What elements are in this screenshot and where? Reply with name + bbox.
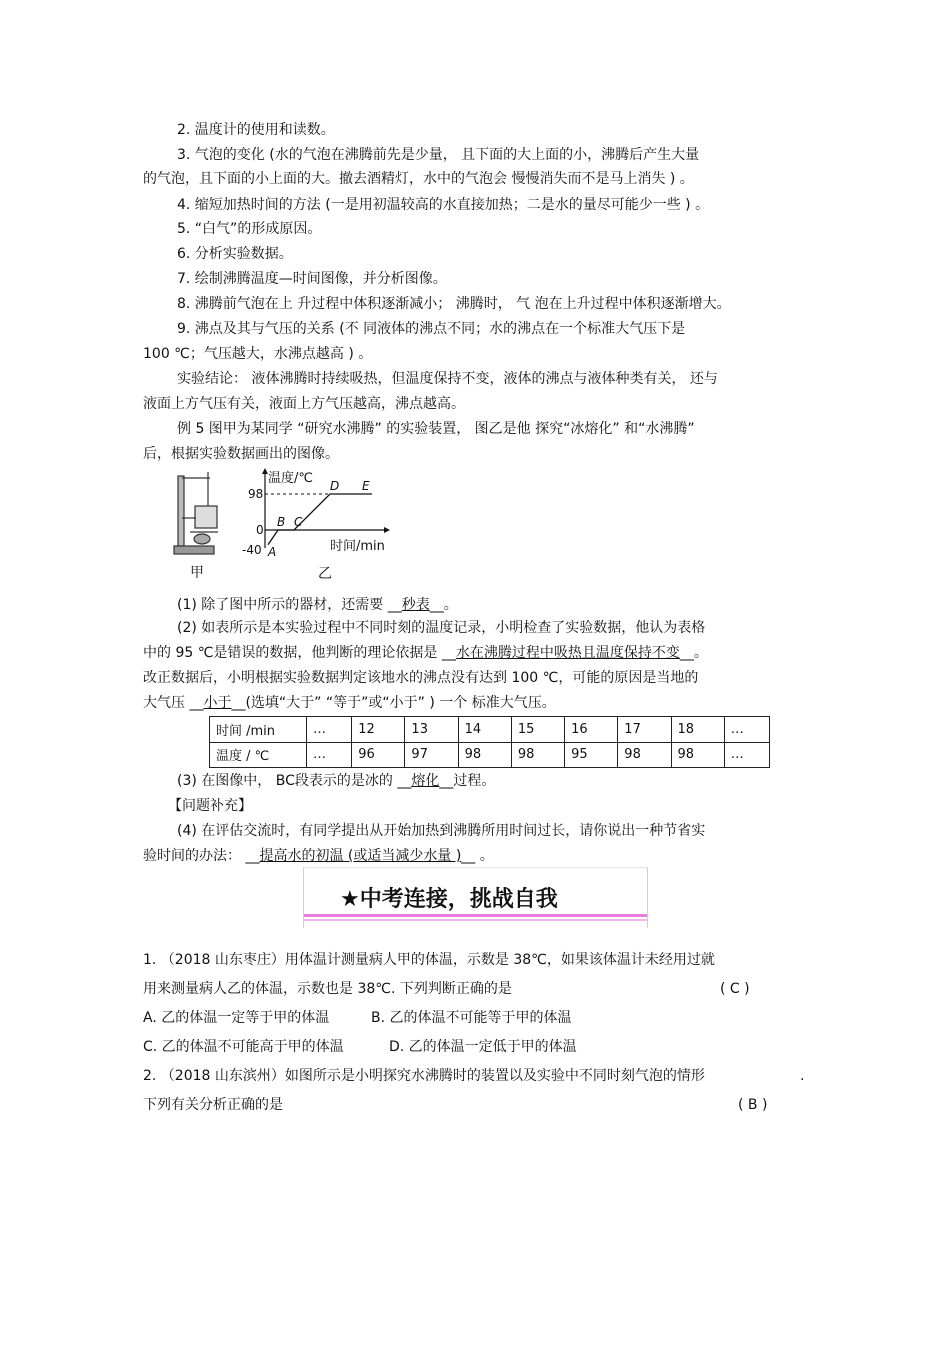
table-cell: 17	[618, 717, 671, 743]
table-cell: 12	[352, 717, 405, 743]
q1-answer: 秒表	[401, 597, 430, 613]
table-header-temperature: 温度 / ℃	[210, 742, 307, 768]
q1-prefix: (1) 除了图中所示的器材，还需要 __	[177, 597, 402, 613]
point-3-line2: 的气泡，且下面的小上面的大。撤去酒精灯，水中的气泡会 慢慢消失而不是马上消失 ) 。	[143, 171, 694, 187]
q4-suffix: __ 。	[461, 848, 494, 864]
exam-1-option-a: A. 乙的体温一定等于甲的体温	[143, 1010, 330, 1026]
q2-suffix: __。	[679, 645, 708, 661]
point-label-C: C	[294, 515, 303, 529]
point-9-line1: 9. 沸点及其与气压的关系 (不 同液体的沸点不同；水的沸点在一个标准大气压下是	[177, 321, 686, 337]
exam-1-option-b: B. 乙的体温不可能等于甲的体温	[371, 1010, 572, 1026]
exam-2-line2: 下列有关分析正确的是	[143, 1097, 283, 1113]
table-cell: …	[724, 717, 769, 743]
conclusion-line1: 实验结论： 液体沸腾时持续吸热，但温度保持不变，液体的沸点与液体种类有关， 还与	[177, 371, 718, 387]
table-row-temperature	[210, 742, 770, 768]
q2-prefix: 中的 95 ℃是错误的数据，他判断的理论依据是 __	[143, 645, 456, 661]
point-4: 4. 缩短加热时间的方法 (一是用初温较高的水直接加热；二是水的量尽可能少一些 ) 。	[177, 197, 710, 213]
banner-underline-light	[304, 919, 647, 921]
question-2-line3: 改正数据后，小明根据实验数据判定该地水的沸点没有达到 100 ℃，可能的原因是当地的	[143, 670, 699, 686]
y-axis-label: 温度/℃	[268, 471, 313, 486]
table-cell: 14	[458, 717, 511, 743]
example-line2: 后，根据实验数据画出的图像。	[143, 446, 339, 462]
tick-label-0: 0	[256, 523, 264, 537]
example-figure	[160, 466, 400, 584]
exam-2-answer: ( B )	[738, 1097, 768, 1113]
table-cell: 98	[671, 742, 724, 768]
table-cell: 15	[511, 717, 564, 743]
table-cell: …	[307, 717, 352, 743]
point-label-D: D	[330, 479, 340, 493]
q1-suffix: __。	[429, 597, 458, 613]
question-1	[177, 596, 458, 614]
exam-1-option-d: D. 乙的体温一定低于甲的体温	[389, 1039, 577, 1055]
question-4-line2	[143, 847, 494, 865]
q2-line4-suffix: __(选填“大于” “等于”或“小于” ) 一个 标准大气压。	[231, 695, 556, 711]
x-axis-arrow	[384, 527, 390, 533]
exam-2-dot: .	[800, 1068, 805, 1084]
table-cell: 95	[565, 742, 618, 768]
point-6: 6. 分析实验数据。	[177, 246, 293, 262]
point-7: 7. 绘制沸腾温度—时间图像，并分析图像。	[177, 271, 447, 287]
caption-jia: 甲	[190, 565, 204, 581]
exam-1-line1: 1. （2018 山东枣庄）用体温计测量病人甲的体温，示数是 38℃，如果该体温计未经用过就	[143, 952, 715, 968]
example-line1: 例 5 图甲为某同学 “研究水沸腾” 的实验装置， 图乙是他 探究“冰熔化” 和“水沸腾”	[177, 421, 695, 437]
banner-underline	[304, 914, 647, 917]
question-2-line4	[143, 694, 556, 712]
exam-1-line2: 用来测量病人乙的体温，示数也是 38℃. 下列判断正确的是	[143, 981, 512, 997]
question-4-line1: (4) 在评估交流时，有同学提出从开始加热到沸腾所用时间过长，请你说出一种节省实	[177, 823, 706, 839]
question-3	[177, 772, 495, 790]
question-2-line2	[143, 644, 708, 662]
x-axis-label: 时间/min	[330, 539, 385, 554]
table-cell: 98	[618, 742, 671, 768]
point-label-E: E	[362, 479, 370, 493]
temperature-table	[209, 716, 770, 768]
table-cell: 18	[671, 717, 724, 743]
q4-answer: 提高水的初温 (或适当减少水量 )	[259, 848, 462, 864]
point-3-line1: 3. 气泡的变化 (水的气泡在沸腾前先是少量， 且下面的大上面的小，沸腾后产生大量	[177, 147, 700, 163]
supplement-heading: 【问题补充】	[168, 798, 252, 814]
question-2-line1: (2) 如表所示是本实验过程中不同时刻的温度记录，小明检查了实验数据，他认为表格	[177, 620, 706, 636]
table-cell: 98	[458, 742, 511, 768]
point-8: 8. 沸腾前气泡在上 升过程中体积逐渐减小； 沸腾时， 气 泡在上升过程中体积逐渐增大。	[177, 296, 731, 312]
q3-answer: 熔化	[411, 773, 440, 789]
table-cell: …	[307, 742, 352, 768]
table-cell: 98	[511, 742, 564, 768]
point-label-B: B	[277, 515, 286, 529]
table-cell: 96	[352, 742, 405, 768]
q4-prefix: 验时间的办法： __	[143, 848, 260, 864]
caption-yi: 乙	[318, 566, 332, 582]
tick-label-minus-40: -40	[242, 543, 262, 557]
section-banner	[303, 867, 648, 928]
tick-label-98: 98	[248, 487, 264, 501]
table-cell: 16	[565, 717, 618, 743]
table-header-time: 时间 /min	[210, 717, 307, 743]
q2-line4-prefix: 大气压 __	[143, 695, 204, 711]
exam-1-answer: ( C )	[720, 981, 750, 997]
exam-2-line1: 2. （2018 山东滨州）如图所示是小明探究水沸腾时的装置以及实验中不同时刻气泡的情形	[143, 1068, 705, 1084]
point-label-A: A	[268, 545, 277, 559]
exam-1-option-c: C. 乙的体温不可能高于甲的体温	[143, 1039, 344, 1055]
table-cell: …	[724, 742, 769, 768]
table-cell: 13	[405, 717, 458, 743]
q2-line4-answer: 小于	[203, 695, 232, 711]
table-row-time	[210, 717, 770, 743]
table-cell: 97	[405, 742, 458, 768]
banner-title: ★中考连接，挑战自我	[340, 887, 558, 912]
point-9-line2: 100 ℃；气压越大，水沸点越高 ) 。	[143, 346, 373, 362]
q3-suffix: __过程。	[439, 773, 496, 789]
point-5: 5. “白气”的形成原因。	[177, 221, 322, 237]
q2-answer: 水在沸腾过程中吸热且温度保持不变	[455, 645, 680, 661]
point-2: 2. 温度计的使用和读数。	[177, 122, 335, 138]
q3-prefix: (3) 在图像中， BC段表示的是冰的 __	[177, 773, 412, 789]
conclusion-line2: 液面上方气压有关，液面上方气压越高，沸点越高。	[143, 396, 465, 412]
apparatus-drawing	[174, 472, 218, 554]
